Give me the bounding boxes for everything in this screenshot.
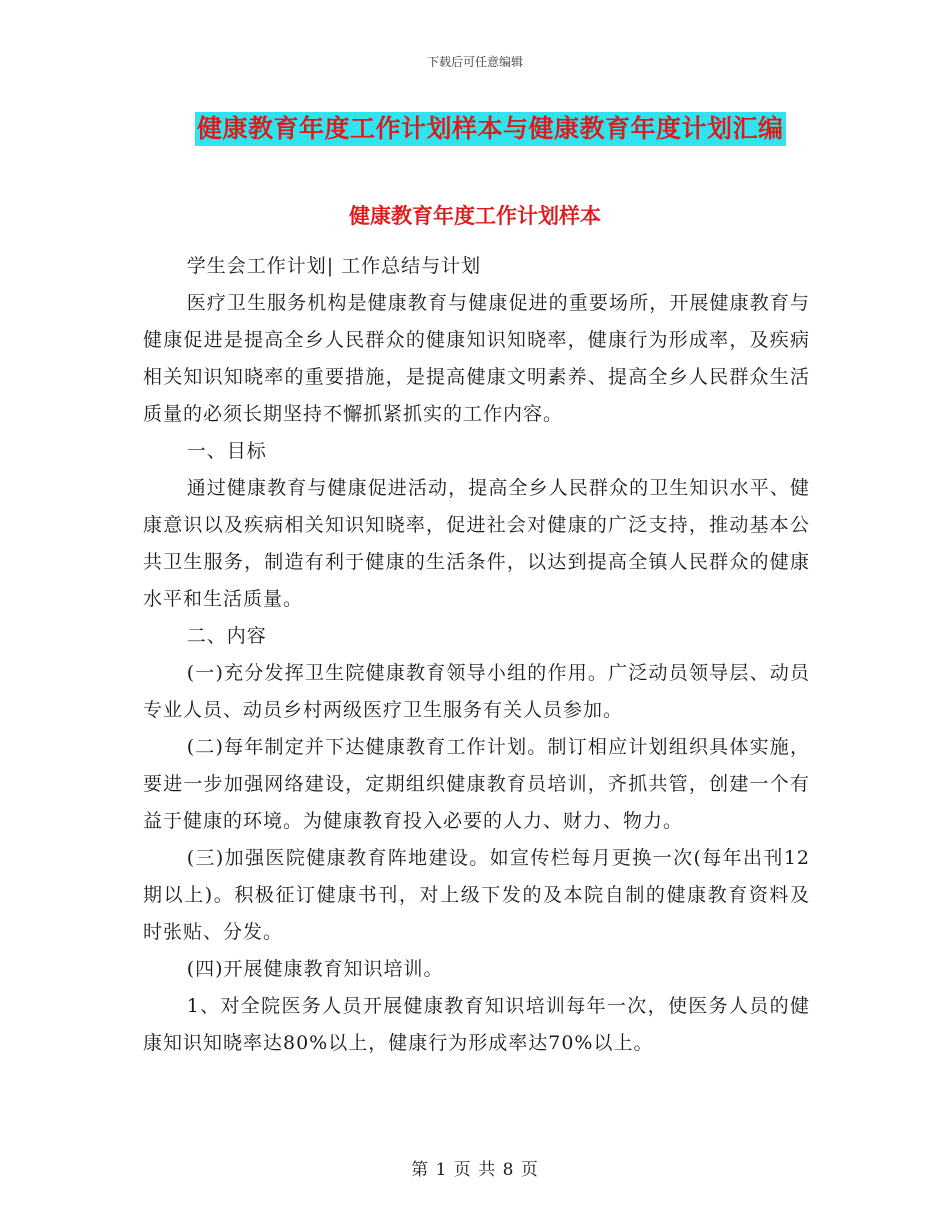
main-title-highlight — [195, 112, 786, 146]
document-body — [143, 248, 810, 1062]
paragraph: 一、目标 — [186, 440, 267, 462]
paragraph: 医疗卫生服务机构是健康教育与健康促进的重要场所，开展健康教育与健康促进是提高全乡人民群众的健康知识知晓率，健康行为形成率，及疾病相关知识知晓率的重要措施，是提高健康文明素养、提高全乡人民群众生活质量的必须长期坚持不懈抓紧抓实的工作内容。 — [143, 292, 810, 425]
paragraph: (二)每年制定并下达健康教育工作计划。制订相应计划组织具体实施，要进一步加强网络建设，定期组织健康教育员培训，齐抓共管，创建一个有益于健康的环境。为健康教育投入必要的人力、财力、物力。 — [143, 736, 810, 832]
paragraph: (四)开展健康教育知识培训。 — [186, 958, 444, 980]
paragraph: 学生会工作计划| 工作总结与计划 — [186, 255, 482, 277]
section-title: 健康教育年度工作计划样本 — [349, 204, 601, 228]
paragraph: 1、对全院医务人员开展健康教育知识培训每年一次，使医务人员的健康知识知晓率达80%以上，健康行为形成率达70%以上。 — [143, 995, 810, 1054]
main-title: 健康教育年度工作计划样本与健康教育年度计划汇编 — [197, 114, 784, 143]
header-note: 下载后可任意编辑 — [426, 55, 523, 69]
page-footer: 第 1 页 共 8 页 — [411, 1160, 539, 1180]
paragraph: (三)加强医院健康教育阵地建设。如宣传栏每月更换一次(每年出刊12期以上)。积极征订健康书刊，对上级下发的及本院自制的健康教育资料及时张贴、分发。 — [143, 847, 810, 943]
paragraph: (一)充分发挥卫生院健康教育领导小组的作用。广泛动员领导层、动员专业人员、动员乡村两级医疗卫生服务有关人员参加。 — [143, 662, 810, 721]
paragraph: 通过健康教育与健康促进活动，提高全乡人民群众的卫生知识水平、健康意识以及疾病相关知识知晓率，促进社会对健康的广泛支持，推动基本公共卫生服务，制造有利于健康的生活条件，以达到提高全镇人民群众的健康水平和生活质量。 — [143, 477, 810, 610]
paragraph: 二、内容 — [186, 625, 267, 647]
